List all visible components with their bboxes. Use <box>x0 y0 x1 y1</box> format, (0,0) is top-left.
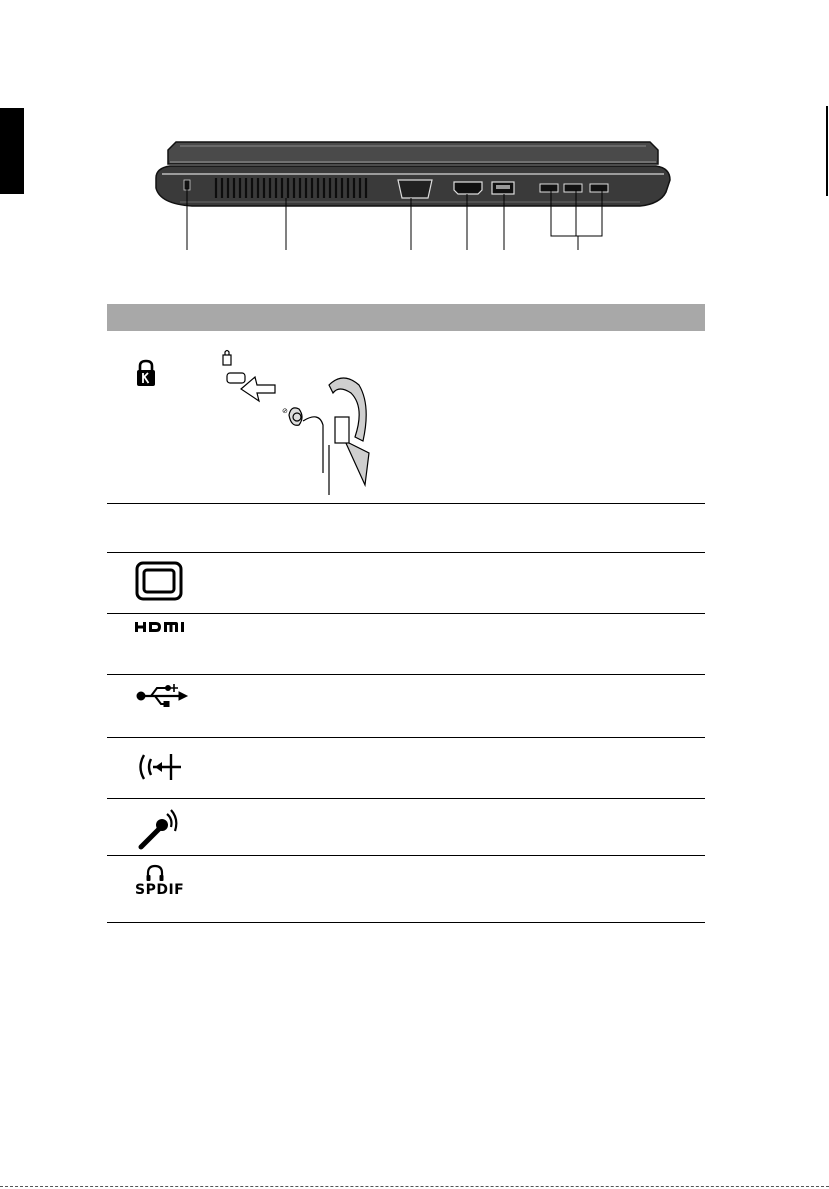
table-row <box>107 799 705 856</box>
table-row <box>107 331 705 504</box>
table-row <box>107 553 705 614</box>
usb-icon <box>135 683 191 709</box>
vga-monitor-icon <box>135 561 183 601</box>
lock-usage-illustration <box>219 345 384 495</box>
line-in-icon <box>135 750 187 784</box>
table-row <box>107 504 705 553</box>
vga-port-graphic <box>398 180 432 198</box>
table-row <box>107 738 705 799</box>
audio-jacks-graphic <box>540 184 608 192</box>
kensington-lock-icon <box>135 359 157 387</box>
table-row <box>107 856 705 923</box>
port-spec-table <box>107 304 705 923</box>
page-bottom-rule <box>0 1186 829 1187</box>
headphone-icon <box>145 864 165 882</box>
table-row <box>107 675 705 738</box>
svg-text:⊘: ⊘ <box>282 408 288 415</box>
table-row <box>107 614 705 675</box>
hdmi-port-graphic <box>454 182 482 194</box>
chapter-side-tab <box>0 108 24 194</box>
table-header <box>107 304 705 331</box>
laptop-left-side-figure <box>140 128 680 268</box>
spdif-label: SPDIF <box>135 882 185 898</box>
hdmi-icon <box>135 620 185 634</box>
microphone-icon <box>135 809 179 851</box>
crop-mark <box>826 106 828 196</box>
